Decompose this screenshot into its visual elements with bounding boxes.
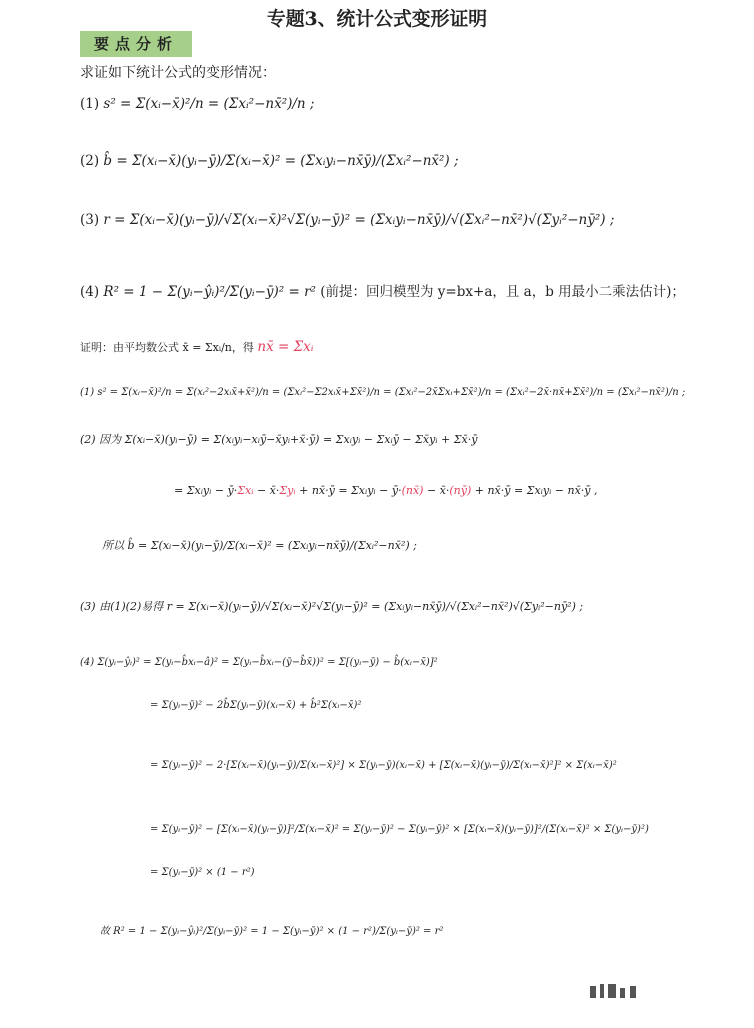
page-title: 专题3、统计公式变形证明 [266,8,488,30]
proof-intro-text: 证明：由平均数公式 x̄ = Σxᵢ/n，得 [80,341,254,354]
proof-step-4a: (4) Σ(yᵢ−ŷᵢ)² = Σ(yᵢ−b̂xᵢ−â)² = Σ(yᵢ−b̂xᵢ−(ȳ−b̂x̄))² = Σ[(yᵢ−ȳ) − b̂(xᵢ−x̄)]² [80,657,438,668]
formula-2-label: (2) [80,153,100,169]
proof-conclusion: 故 R² = 1 − Σ(yᵢ−ŷᵢ)²/Σ(yᵢ−ȳ)² = 1 − Σ(yᵢ−ȳ)² × (1 − r²)/Σ(yᵢ−ȳ)² = r² [100,926,444,937]
proof-step-2b-part3: + nx̄·ȳ = Σxᵢyᵢ − ȳ· [295,484,402,497]
proof-step-2b-part5: + nx̄·ȳ = Σxᵢyᵢ − nx̄·ȳ , [471,484,598,497]
proof-step-2b-red3: (nx̄) [401,484,424,497]
proof-step-4d: = Σ(yᵢ−ȳ)² − [Σ(xᵢ−x̄)(yᵢ−ȳ)]²/Σ(xᵢ−x̄)² = Σ(yᵢ−ȳ)² − Σ(yᵢ−ȳ)² × [Σ(xᵢ−x̄)(yᵢ−ȳ)]²/(Σ(xᵢ−x̄)² × Σ(yᵢ−ȳ)²) [150,824,649,835]
formula-4-body: R² = 1 − Σ(yᵢ−ŷᵢ)²/Σ(yᵢ−ȳ)² = r² [103,284,316,300]
proof-step-1: (1) s² = Σ(xᵢ−x̄)²/n = Σ(xᵢ²−2xᵢx̄+x̄²)/n = (Σxᵢ²−Σ2xᵢx̄+Σx̄²)/n = (Σxᵢ²−2x̄Σxᵢ+Σx̄²)/n = (Σxᵢ²−2x̄·nx̄+Σx̄²)/n = (Σxᵢ²−nx̄²)/n ; [80,387,686,398]
proof-intro [80,339,313,355]
proof-step-2b-red1: Σxᵢ [237,484,254,497]
proof-step-4e: = Σ(yᵢ−ȳ)² × (1 − r²) [150,867,255,878]
scan-mark-icon [588,980,658,1002]
proof-step-2a: (2) 因为 Σ(xᵢ−x̄)(yᵢ−ȳ) = Σ(xᵢyᵢ−xᵢȳ−x̄yᵢ+x̄·ȳ) = Σxᵢyᵢ − Σxᵢȳ − Σx̄yᵢ + Σx̄·ȳ [80,433,478,446]
proof-step-2c: 所以 b̂ = Σ(xᵢ−x̄)(yᵢ−ȳ)/Σ(xᵢ−x̄)² = (Σxᵢyᵢ−nx̄ȳ)/(Σxᵢ²−nx̄²) ; [102,539,417,552]
proof-step-2b [174,484,598,497]
formula-2-body: b̂ = Σ(xᵢ−x̄)(yᵢ−ȳ)/Σ(xᵢ−x̄)² = (Σxᵢyᵢ−nx̄ȳ)/(Σxᵢ²−nx̄²) ; [103,153,459,169]
proof-step-2b-red2: Σyᵢ [279,484,296,497]
formula-1-body: s² = Σ(xᵢ−x̄)²/n = (Σxᵢ²−nx̄²)/n ; [103,96,315,112]
proof-intro-highlight: nx̄ = Σxᵢ [257,339,314,355]
formula-1-label: (1) [80,96,100,112]
formula-4-label: (4) [80,284,100,300]
intro-text: 求证如下统计公式的变形情况： [80,65,276,81]
proof-step-2b-part4: − x̄· [423,484,450,497]
proof-step-3: (3) 由(1)(2)易得 r = Σ(xᵢ−x̄)(yᵢ−ȳ)/√Σ(xᵢ−x̄)²√Σ(yᵢ−ȳ)² = (Σxᵢyᵢ−nx̄ȳ)/√(Σxᵢ²−nx̄²)√(Σyᵢ²−nȳ²) ; [80,600,584,613]
section-badge: 要点分析 [80,31,192,57]
formula-1 [80,96,314,112]
formula-3-label: (3) [80,212,100,228]
formula-3 [80,212,614,228]
proof-step-2b-part1: = Σxᵢyᵢ − ȳ· [174,484,238,497]
formula-3-body: r = Σ(xᵢ−x̄)(yᵢ−ȳ)/√Σ(xᵢ−x̄)²√Σ(yᵢ−ȳ)² = (Σxᵢyᵢ−nx̄ȳ)/√(Σxᵢ²−nx̄²)√(Σyᵢ²−nȳ²) ; [103,212,615,228]
proof-step-2b-part2: − x̄· [253,484,280,497]
proof-step-2b-red4: (nȳ) [449,484,472,497]
formula-4 [80,280,685,300]
proof-step-4c: = Σ(yᵢ−ȳ)² − 2·[Σ(xᵢ−x̄)(yᵢ−ȳ)/Σ(xᵢ−x̄)²] × Σ(yᵢ−ȳ)(xᵢ−x̄) + [Σ(xᵢ−x̄)(yᵢ−ȳ)/Σ(xᵢ−x̄)²]² × Σ(xᵢ−x̄)² [150,760,617,771]
proof-step-4b: = Σ(yᵢ−ȳ)² − 2b̂Σ(yᵢ−ȳ)(xᵢ−x̄) + b̂²Σ(xᵢ−x̄)² [150,700,362,711]
formula-2 [80,153,459,169]
formula-4-note: (前提：回归模型为 y=bx+a，且 a，b 用最小二乘法估计)； [320,284,685,300]
